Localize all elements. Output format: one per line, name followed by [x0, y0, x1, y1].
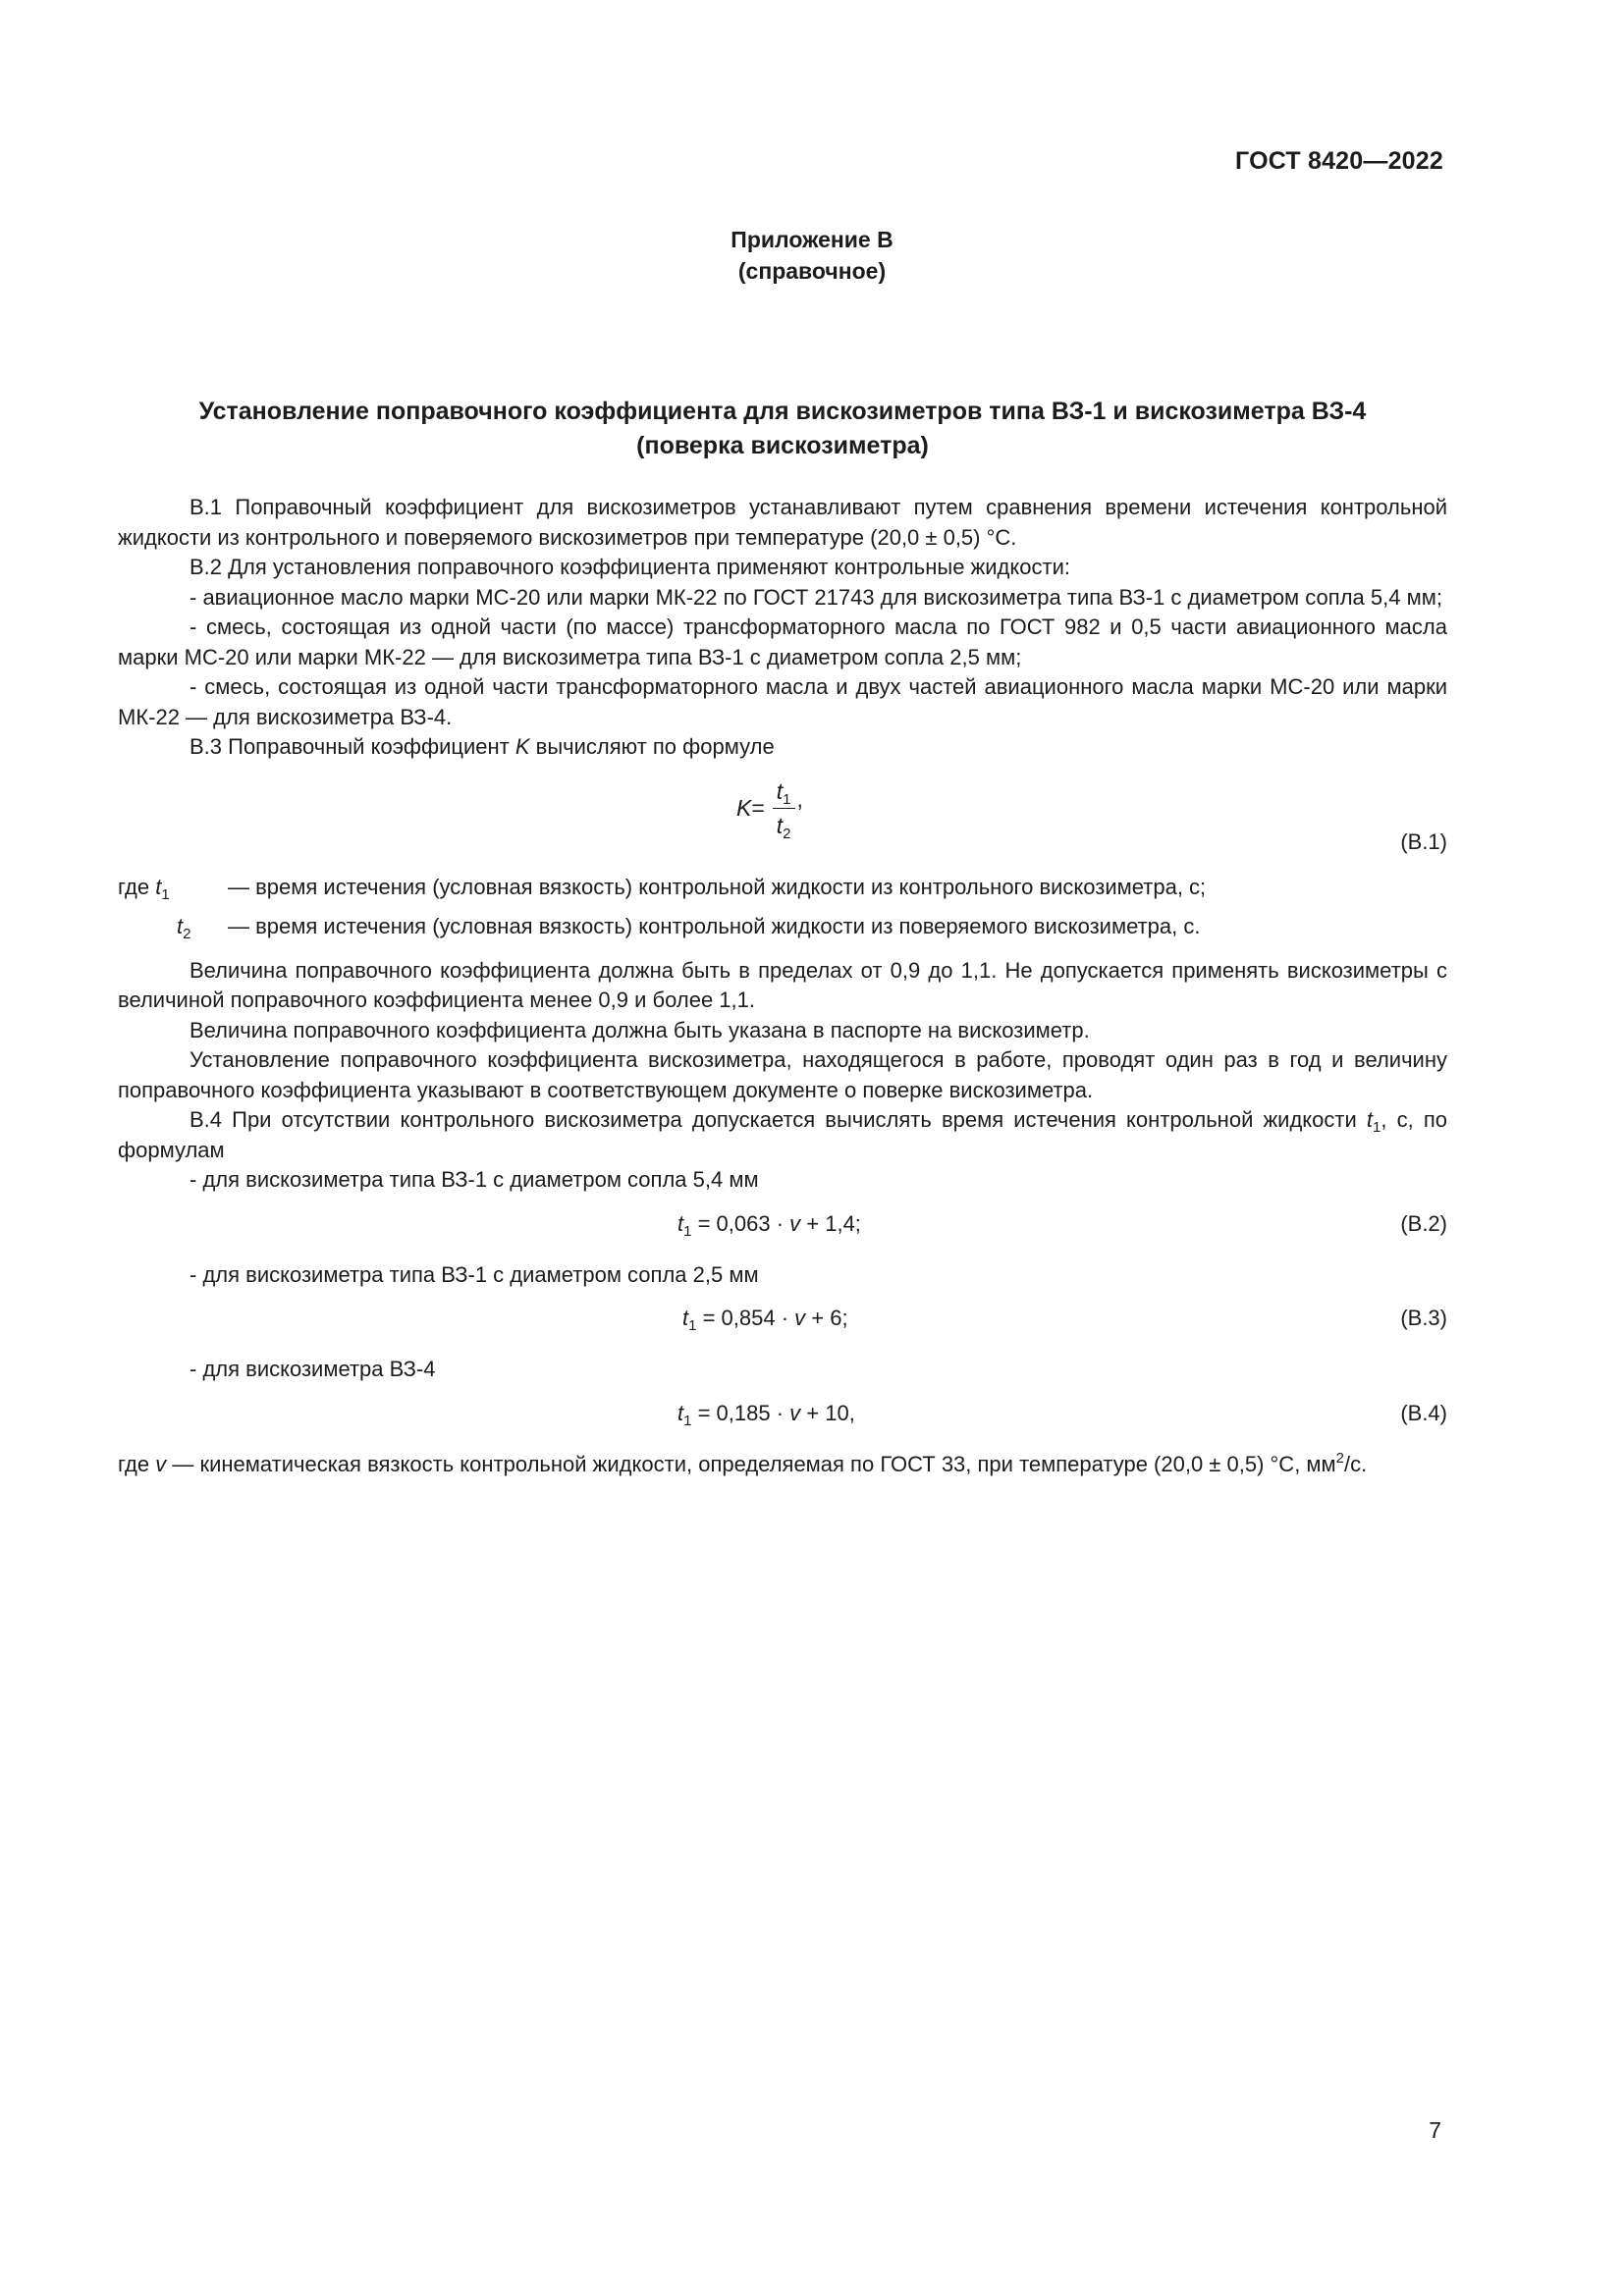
where-desc-t2: — время истечения (условная вязкость) контрольной жидкости из поверяемого вискозиметра, с.	[228, 914, 1201, 938]
equation-number-b2: (В.2)	[1400, 1210, 1447, 1236]
fraction-denominator: $t_2$	[776, 813, 791, 842]
document-id: ГОСТ 8420—2022	[1235, 147, 1443, 175]
case-vz1-2-5: - для вискозиметра типа ВЗ-1 с диаметром сопла 2,5 мм	[189, 1261, 759, 1287]
formula-b2	[118, 1209, 1447, 1239]
paragraph-b1: В.1 Поправочный коэффициент для вискозиметров устанавливают путем сравнения времени истечения контрольной жидкости из контрольного и поверяемого вискозиметров при температуре (20,0 ± 0,5) °С.	[118, 495, 1447, 550]
equation-number-b3: (В.3)	[1400, 1306, 1447, 1330]
list-item-liquid-2: - смесь, состоящая из одной части (по массе) трансформаторного масла по ГОСТ 982 и 0,5 части авиационного масла марки МС-20 или марки МК-22 — для вискозиметра типа ВЗ-1 с диаметром сопла 2,5 мм;	[118, 614, 1447, 669]
heading-line-1: Установление поправочного коэффициента для вискозиметров типа ВЗ-1 и вискозиметра ВЗ-4	[198, 398, 1367, 425]
list-item-liquid-3: - смесь, состоящая из одной части трансформаторного масла и двух частей авиационного масла марки МС-20 или марки МК-22 — для вискозиметра ВЗ-4.	[118, 674, 1447, 729]
paragraph-b4: В.4 При отсутствии контрольного вискозиметра допускается вычислять время истечения контрольной жидкости $t_1$, с, по формулам	[118, 1107, 1447, 1162]
paragraph-yearly: Установление поправочного коэффициента вискозиметра, находящегося в работе, проводят один раз в год и величину поправочного коэффициента указывают в соответствующем документе о поверке вискозиметра.	[118, 1047, 1447, 1102]
paragraph-limits: Величина поправочного коэффициента должна быть в пределах от 0,9 до 1,1. Не допускается применять вискозиметры с величиной поправочного коэффициента менее 0,9 и более 1,1.	[118, 957, 1447, 1012]
where-row-t1: где $t_1$ — время истечения (условная вязкость) контрольной жидкости из контрольного вискозиметра, с;	[118, 874, 1207, 903]
document-body	[118, 493, 1447, 1479]
formula-b1-expression: K = $\frac{t_1}{t_2}$ ,	[736, 777, 803, 842]
formula-b3	[118, 1304, 1447, 1333]
paragraph-passport: Величина поправочного коэффициента должна быть указана в паспорте на вискозиметр.	[189, 1017, 1090, 1042]
formula-b2-expression: $t_1 = 0,063 \cdot v + 1,4$;	[677, 1210, 861, 1240]
case-vz4: - для вискозиметра ВЗ-4	[189, 1357, 436, 1381]
fraction	[773, 776, 795, 841]
where-row-t2: $t_2$ — время истечения (условная вязкость) контрольной жидкости из поверяемого вискозиметра, с.	[177, 914, 1201, 942]
var-k: K	[514, 734, 530, 759]
formula-b4	[118, 1399, 1447, 1428]
formula-b4-expression: $t_1 = 0,185 \cdot v + 10$,	[677, 1400, 855, 1429]
formula-b3-expression: $t_1 = 0,854 \cdot v + 6$;	[682, 1306, 848, 1334]
formula-b1	[118, 776, 1447, 861]
where-viscosity: где v — кинематическая вязкость контрольной жидкости, определяемая по ГОСТ 33, при температуре (20,0 ± 0,5) °С, $мм^2/с$.	[118, 1449, 1368, 1476]
paragraph-b2: В.2 Для установления поправочного коэффициента применяют контрольные жидкости:	[189, 555, 1070, 579]
page-number: 7	[1429, 2117, 1441, 2143]
list-item-liquid-1: - авиационное масло марки МС-20 или марки МК-22 по ГОСТ 21743 для вискозиметра типа ВЗ-1 с диаметром сопла 5,4 мм;	[189, 584, 1442, 610]
appendix-caption	[0, 224, 1624, 287]
case-vz1-5-4: - для вискозиметра типа ВЗ-1 с диаметром сопла 5,4 мм	[189, 1167, 759, 1192]
appendix-subtitle: (справочное)	[737, 258, 887, 284]
appendix-title: Приложение В	[731, 227, 893, 252]
fraction-numerator: $t_1$	[773, 776, 795, 810]
equation-number-b4: (В.4)	[1400, 1400, 1447, 1425]
heading-line-2: (поверка вискозиметра)	[636, 432, 929, 459]
equation-number-b1: (В.1)	[1400, 828, 1447, 854]
paragraph-b3: В.3 Поправочный коэффициент K вычисляют по формуле	[189, 734, 775, 759]
where-desc-t1: — время истечения (условная вязкость) контрольной жидкости из контрольного вискозиметра, с;	[228, 874, 1207, 899]
section-heading	[118, 395, 1447, 463]
